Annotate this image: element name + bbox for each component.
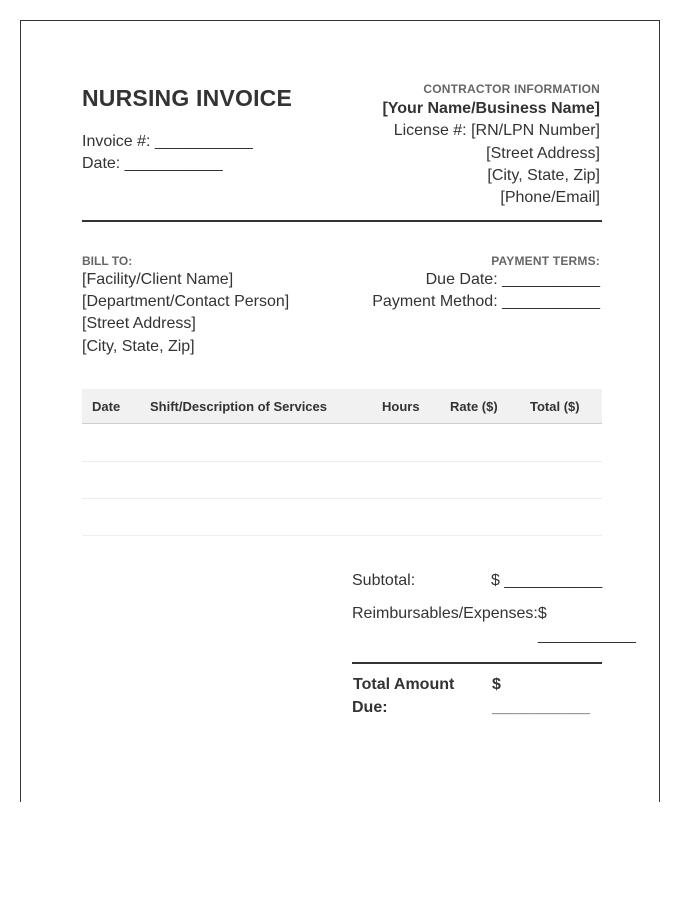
invoice-number-label: Invoice #: xyxy=(82,133,151,150)
total-due-label-line1: Total Amount xyxy=(353,676,455,693)
table-row[interactable] xyxy=(82,461,602,462)
column-header-description: Shift/Description of Services xyxy=(150,399,327,414)
bill-to-facility: [Facility/Client Name] xyxy=(82,271,234,288)
table-row[interactable] xyxy=(82,535,602,536)
table-row[interactable] xyxy=(82,498,602,499)
column-header-total: Total ($) xyxy=(530,399,580,414)
subtotal-label: Subtotal: xyxy=(352,572,416,589)
contractor-license: License #: [RN/LPN Number] xyxy=(393,122,600,139)
services-table-header xyxy=(82,389,602,424)
column-header-date: Date xyxy=(92,399,121,414)
total-due-field[interactable]: ___________ xyxy=(492,699,590,716)
subtotal-field[interactable]: $ ___________ xyxy=(491,572,603,589)
invoice-number-field[interactable]: ___________ xyxy=(154,133,253,150)
bill-to-street: [Street Address] xyxy=(82,315,196,332)
invoice-page xyxy=(20,20,660,802)
contractor-city: [City, State, Zip] xyxy=(487,167,600,184)
payment-method-line xyxy=(372,293,600,311)
invoice-title: NURSING INVOICE xyxy=(82,85,293,111)
bill-to-department: [Department/Contact Person] xyxy=(82,293,290,310)
column-header-rate: Rate ($) xyxy=(450,399,498,414)
column-header-hours: Hours xyxy=(382,399,420,414)
payment-method-label: Payment Method: xyxy=(372,293,498,310)
contractor-heading: CONTRACTOR INFORMATION xyxy=(423,82,600,96)
bill-to-heading: BILL TO: xyxy=(82,254,133,268)
payment-method-field[interactable]: ___________ xyxy=(502,293,600,310)
invoice-date-line xyxy=(82,155,223,173)
contractor-contact: [Phone/Email] xyxy=(500,189,600,206)
contractor-name: [Your Name/Business Name] xyxy=(382,100,600,117)
payment-terms-heading: PAYMENT TERMS: xyxy=(491,254,600,268)
invoice-number-line xyxy=(82,133,253,151)
invoice-date-field[interactable]: ___________ xyxy=(124,155,223,172)
reimbursables-field[interactable]: ___________ xyxy=(538,627,636,644)
due-date-label: Due Date: xyxy=(425,271,498,288)
bill-to-city: [City, State, Zip] xyxy=(82,338,195,355)
due-date-line xyxy=(426,271,600,289)
reimbursables-label: Reimbursables/Expenses:$ xyxy=(352,605,547,622)
due-date-field[interactable]: ___________ xyxy=(502,271,600,288)
total-due-label-line2: Due: xyxy=(352,699,388,716)
total-due-currency: $ xyxy=(492,676,501,693)
totals-divider xyxy=(352,662,602,664)
contractor-street: [Street Address] xyxy=(486,145,600,162)
invoice-date-label: Date: xyxy=(82,155,121,172)
header-divider xyxy=(82,220,602,222)
